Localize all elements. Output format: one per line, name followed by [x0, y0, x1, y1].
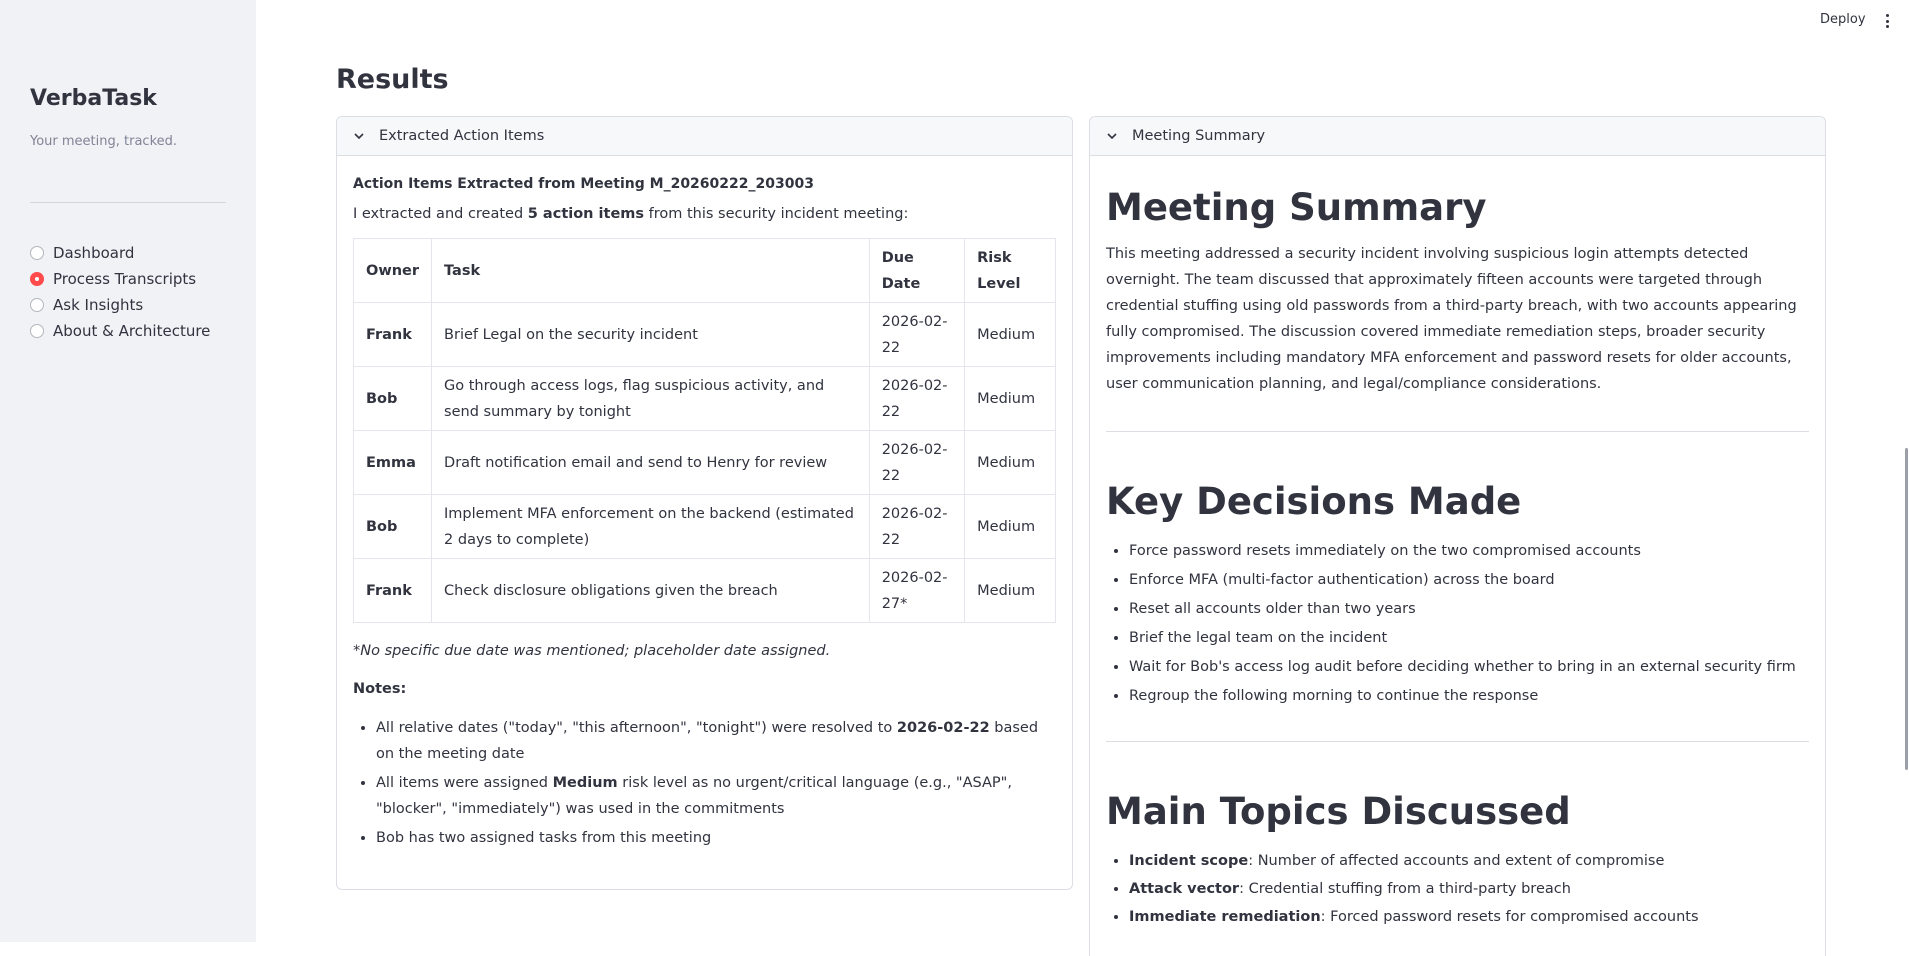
radio-selected-icon[interactable] [30, 272, 44, 286]
column-header: Owner [354, 239, 432, 303]
notes-label: Notes: [353, 681, 407, 697]
table-row [354, 559, 1056, 623]
nav-item-ask-insights[interactable] [30, 292, 210, 318]
risk-cell: Medium [965, 367, 1056, 431]
nav-item-label: Ask Insights [53, 296, 144, 314]
summary-paragraph: This meeting addressed a security incident involving suspicious login attempts detected overnight. The team discussed that approximately fifteen accounts were targeted through credential stuffing using old passwords from a third-party breach, with two accounts appearing fully compromised. The discussion covered immediate remediation steps, broader security improvements including mandatory MFA enforcement and password resets for older accounts, user communication planning, and legal/compliance considerations. [1106, 246, 1797, 392]
nav-radio-group [30, 240, 210, 344]
list-item: • All items were assigned Medium risk level as no urgent/critical language (e.g., "ASAP", "blocker", "immediately") was used in the commitments [376, 770, 1056, 822]
app-tagline: Your meeting, tracked. [30, 134, 178, 149]
column-header: Risk Level [965, 239, 1056, 303]
list-item: • Force password resets immediately on the two compromised accounts [1129, 537, 1809, 566]
risk-cell: Medium [965, 303, 1056, 367]
due-date-cell: 2026-02-27* [869, 559, 964, 623]
sidebar [0, 0, 256, 942]
list-item: • Wait for Bob's access log audit before deciding whether to bring in an external security firm [1129, 653, 1809, 682]
owner-cell: Bob [354, 367, 432, 431]
action-items-expander [336, 116, 1073, 890]
nav-item-label: About & Architecture [53, 322, 211, 340]
radio-icon[interactable] [30, 324, 44, 338]
nav-item-label: Process Transcripts [53, 270, 197, 288]
due-date-footnote: *No specific due date was mentioned; placeholder date assigned. [353, 643, 831, 659]
topics-list [1106, 847, 1809, 931]
list-item: • All relative dates ("today", "this afternoon", "tonight") were resolved to 2026-02-22 based on the meeting date [376, 715, 1056, 767]
nav-item-dashboard[interactable] [30, 240, 210, 266]
kebab-menu-icon[interactable] [1882, 12, 1892, 30]
owner-cell: Frank [354, 559, 432, 623]
column-header: Task [432, 239, 870, 303]
table-header-row [354, 239, 1056, 303]
expander-label: Meeting Summary [1132, 128, 1266, 144]
deploy-button[interactable]: Deploy [1820, 12, 1866, 27]
due-date-cell: 2026-02-22 [869, 431, 964, 495]
due-date-cell: 2026-02-22 [869, 303, 964, 367]
nav-item-about-architecture[interactable] [30, 318, 210, 344]
task-cell: Check disclosure obligations given the breach [432, 559, 870, 623]
risk-cell: Medium [965, 495, 1056, 559]
divider [1106, 431, 1809, 432]
chevron-down-icon [1106, 130, 1118, 142]
owner-cell: Emma [354, 431, 432, 495]
task-cell: Implement MFA enforcement on the backend (estimated 2 days to complete) [432, 495, 870, 559]
due-date-cell: 2026-02-22 [869, 495, 964, 559]
list-item: • Bob has two assigned tasks from this meeting [376, 825, 1056, 851]
action-items-intro: I extracted and created 5 action items from this security incident meeting: [353, 206, 909, 222]
risk-cell: Medium [965, 431, 1056, 495]
meeting-summary-expander-header[interactable] [1090, 117, 1825, 156]
list-item: • Reset all accounts older than two years [1129, 595, 1809, 624]
radio-icon[interactable] [30, 298, 44, 312]
column-header: Due Date [869, 239, 964, 303]
nav-item-label: Dashboard [53, 244, 135, 262]
decisions-heading: Key Decisions Made [1106, 480, 1522, 523]
list-item: • Regroup the following morning to continue the response [1129, 682, 1809, 711]
topics-heading: Main Topics Discussed [1106, 790, 1571, 833]
due-date-cell: 2026-02-22 [869, 367, 964, 431]
nav-item-process-transcripts[interactable] [30, 266, 210, 292]
list-item: • Incident scope: Number of affected accounts and extent of compromise [1129, 847, 1809, 875]
task-cell: Brief Legal on the security incident [432, 303, 870, 367]
task-cell: Go through access logs, flag suspicious activity, and send summary by tonight [432, 367, 870, 431]
owner-cell: Frank [354, 303, 432, 367]
list-item: • Brief the legal team on the incident [1129, 624, 1809, 653]
summary-heading: Meeting Summary [1106, 186, 1487, 229]
table-row [354, 495, 1056, 559]
page-title: Results [336, 64, 449, 95]
notes-list [353, 715, 1056, 851]
owner-cell: Bob [354, 495, 432, 559]
list-item: • Enforce MFA (multi-factor authentication) across the board [1129, 566, 1809, 595]
sidebar-divider [30, 202, 226, 203]
list-item: • Immediate remediation: Forced password resets for compromised accounts [1129, 903, 1809, 931]
chevron-down-icon [353, 130, 365, 142]
divider [1106, 741, 1809, 742]
action-items-heading: Action Items Extracted from Meeting M_20260222_203003 [353, 176, 814, 192]
scrollbar-thumb[interactable] [1905, 448, 1908, 770]
meeting-summary-expander [1089, 116, 1826, 956]
action-items-expander-header[interactable] [337, 117, 1072, 156]
risk-cell: Medium [965, 559, 1056, 623]
table-row [354, 367, 1056, 431]
list-item: • Attack vector: Credential stuffing from a third-party breach [1129, 875, 1809, 903]
decisions-list [1106, 537, 1809, 711]
table-row [354, 431, 1056, 495]
table-row [354, 303, 1056, 367]
action-items-table [353, 238, 1056, 623]
radio-icon[interactable] [30, 246, 44, 260]
app-title: VerbaTask [30, 86, 157, 111]
expander-label: Extracted Action Items [379, 128, 545, 144]
task-cell: Draft notification email and send to Henry for review [432, 431, 870, 495]
